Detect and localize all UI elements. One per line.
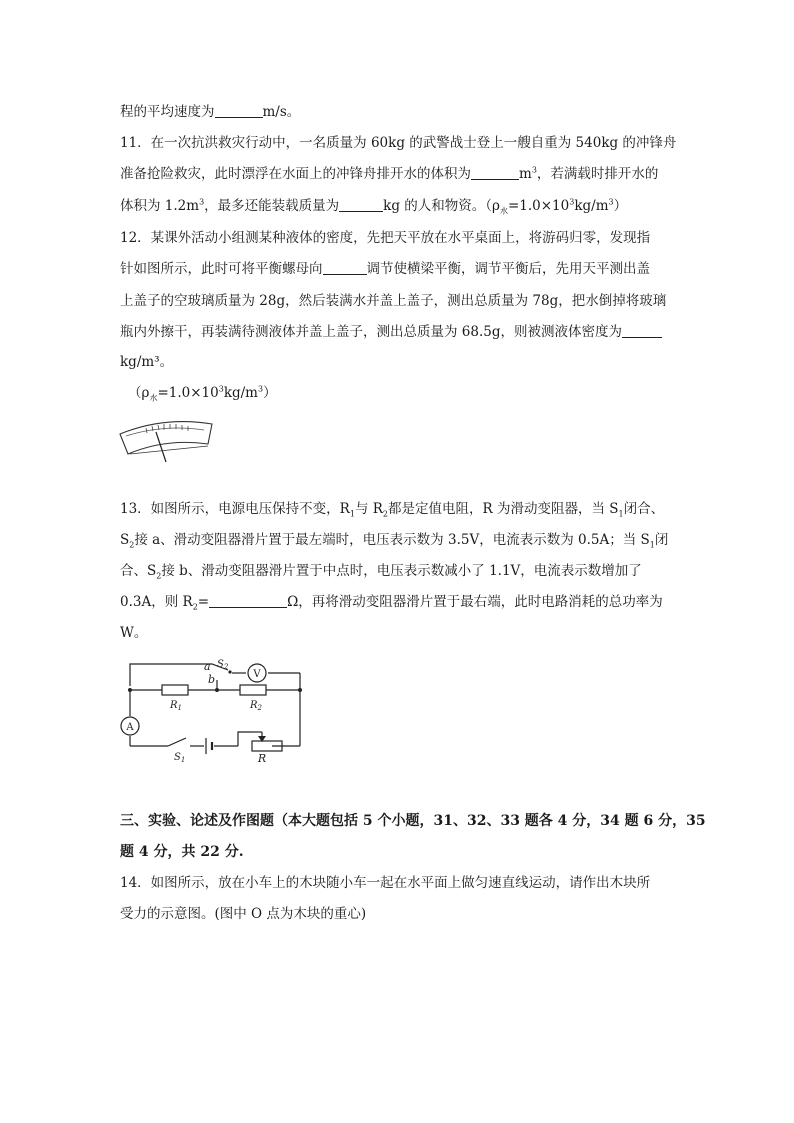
ammeter-label: A bbox=[126, 722, 134, 733]
q14-line-1: 14．如图所示，放在小车上的木块随小车一起在水平面上做匀速直线运动，请作出木块所 bbox=[120, 875, 651, 891]
q12-blank-density[interactable] bbox=[622, 323, 662, 338]
section-3-heading-line-1: 三、实验、论述及作图题（本大题包括 5 个小题，31、32、33 题各 4 分，34 题 6 分，35 bbox=[120, 813, 706, 829]
section-3-heading-line-2: 题 4 分，共 22 分. bbox=[120, 844, 244, 860]
q13-line-3: 合、$S_2$接 b、滑动变阻器滑片置于中点时，电压表示数减小了 1.1V，电流表示数增加了 bbox=[120, 563, 642, 581]
q13-line-4: 0.3A，则 $R_2= \Omega$，再将滑动变阻器滑片置于最右端，此时电路消耗的总功率为 bbox=[120, 594, 663, 612]
q12-note: $(\rho_水=1.0\times 10^3kg/m^3)$ bbox=[128, 384, 277, 403]
q11-blank-volume[interactable] bbox=[471, 165, 519, 180]
voltmeter-label: V bbox=[253, 669, 261, 680]
r1-label: $R_1$ bbox=[170, 700, 182, 712]
q14-line-2: 受力的示意图。(图中 O 点为木块的重心) bbox=[120, 906, 367, 922]
q10-tail-line bbox=[120, 102, 300, 122]
r2-resistor bbox=[240, 685, 266, 695]
switch-s2-label: $S_2$ bbox=[217, 659, 229, 671]
q11-line-3: 体积为 $1.2m^3$，最多还能装载质量为 kg 的人和物资。$(\rho_水=1.0\times 10^3kg/m^3)$ bbox=[120, 197, 628, 216]
q10-answer-blank[interactable] bbox=[215, 103, 263, 118]
switch-s1-label: $S_1$ bbox=[174, 752, 186, 764]
contact-a-label: a bbox=[204, 660, 211, 673]
q13-line-5: W。 bbox=[120, 625, 148, 641]
q12-line-1: 12．某课外活动小组测某种液体的密度，先把天平放在水平桌面上，将游码归零，发现指 bbox=[120, 230, 651, 246]
q12-line-4: 瓶内外擦干，再装满待测液体并盖上盖子，测出总质量为 68.5g，则被测液体密度为 bbox=[120, 322, 662, 342]
circuit-diagram bbox=[120, 656, 310, 766]
q11-line-2: 准备抢险救灾，此时漂浮在水面上的冲锋舟排开水的体积为 $m^3$，若满载时排开水的 bbox=[120, 165, 659, 182]
q12-blank-direction[interactable] bbox=[323, 260, 367, 275]
q12-line-2: 针如图所示，此时可将平衡螺母向 调节使横梁平衡，调节平衡后，先用天平测出盖 bbox=[120, 261, 650, 277]
balance-scale-figure bbox=[116, 410, 216, 470]
rheostat-label: R bbox=[257, 752, 267, 765]
q11-blank-mass[interactable] bbox=[339, 197, 383, 212]
q13-blank-r2[interactable] bbox=[209, 593, 287, 608]
q10-unit: m/s。 bbox=[262, 104, 301, 120]
q12-line-3: 上盖子的空玻璃质量为 28g，然后装满水并盖上盖子，测出总质量为 78g，把水倒掉将玻璃 bbox=[120, 293, 667, 309]
q13-line-2: $S_2$接 a、滑动变阻器滑片置于最左端时，电压表示数为 3.5V，电流表示数为 0.5A；当 $S_1$闭 bbox=[120, 532, 669, 550]
balance-pointer bbox=[156, 432, 166, 462]
r1-resistor bbox=[162, 685, 188, 695]
r2-label: $R_2$ bbox=[250, 700, 262, 712]
q13-line-1: 13．如图所示，电源电压保持不变，$R_1$与 $R_2$都是定值电阻，R 为滑动变阻器，当 $S_1$闭合、 bbox=[120, 501, 665, 519]
q12-line-5: kg/m³。 bbox=[120, 354, 174, 370]
q11-line-1: 11．在一次抗洪救灾行动中，一名质量为 60kg 的武警战士登上一艘自重为 540kg 的冲锋舟 bbox=[120, 135, 677, 151]
contact-b-label: b bbox=[208, 673, 216, 686]
q10-text: 程的平均速度为 bbox=[120, 104, 215, 120]
